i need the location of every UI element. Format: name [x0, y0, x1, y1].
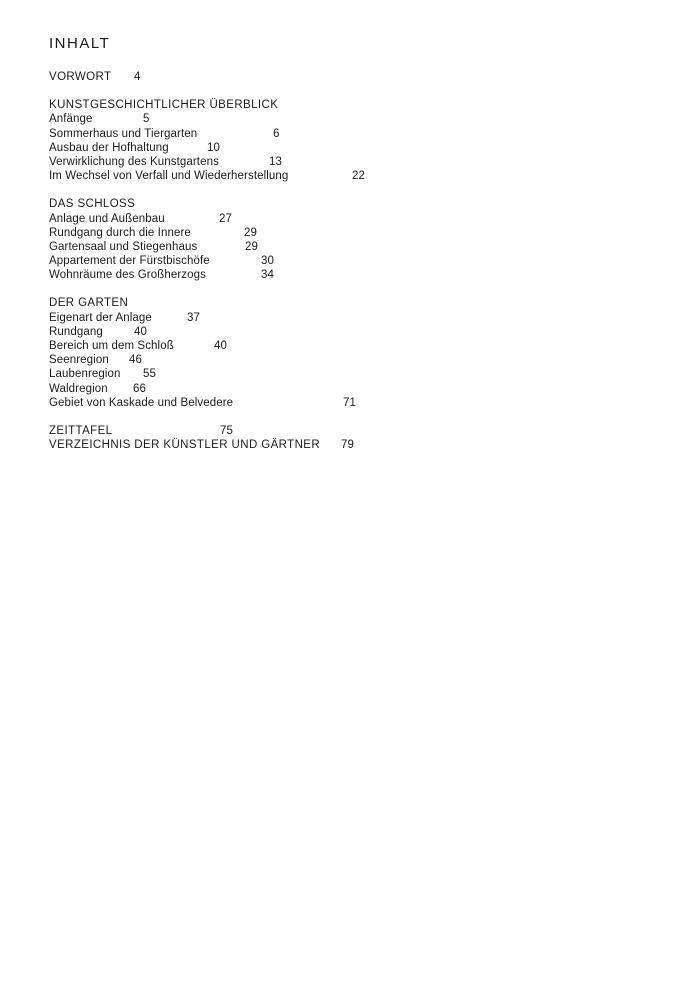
toc-entry-page: 13 — [269, 155, 282, 168]
toc-entry-label: Anfänge — [49, 113, 93, 126]
toc-entry-label: ZEITTAFEL — [49, 424, 113, 437]
toc-entry-page: 75 — [220, 424, 233, 437]
toc-entry-label: VERZEICHNIS DER KÜNSTLER UND GÄRTNER — [49, 439, 321, 452]
toc-entry-page: 66 — [133, 382, 146, 395]
toc-entry[interactable] — [49, 396, 669, 410]
toc-entry[interactable] — [49, 240, 669, 254]
toc-entry-page: 34 — [261, 269, 274, 282]
toc-section-appendix — [49, 424, 669, 452]
toc-entry[interactable] — [49, 268, 669, 282]
toc-section-art-history — [49, 98, 669, 183]
toc-entry-page: 22 — [352, 170, 365, 183]
toc-entry-label: Seenregion — [49, 354, 109, 367]
toc-entry-label: Eigenart der Anlage — [49, 311, 152, 324]
toc-section-heading[interactable] — [49, 197, 669, 211]
toc-entry-label: KUNSTGESCHICHTLICHER ÜBERBLICK — [49, 99, 279, 112]
toc-entry-page: 4 — [134, 71, 141, 83]
toc-entry-label: Bereich um dem Schloß — [49, 340, 174, 352]
toc-entry-label: Im Wechsel von Verfall und Wiederherstellung — [49, 170, 289, 183]
toc-entry-label: Sommerhaus und Tiergarten — [49, 127, 198, 140]
toc-entry-page: 6 — [273, 127, 280, 140]
toc-entry-label: VORWORT — [49, 71, 112, 83]
toc-entry-page: 40 — [214, 340, 227, 352]
page-title: INHALT — [49, 35, 111, 52]
toc-entry[interactable] — [49, 212, 669, 226]
toc-entry-label: Rundgang durch die Innere — [49, 226, 191, 239]
table-of-contents — [49, 35, 669, 466]
toc-section-foreword — [49, 70, 669, 84]
toc-entry-page: 46 — [129, 354, 142, 367]
toc-entry[interactable] — [49, 169, 669, 183]
toc-entry[interactable] — [49, 226, 669, 240]
toc-entry-label: Laubenregion — [49, 368, 121, 381]
toc-entry[interactable] — [49, 112, 669, 126]
toc-entry-label: Verwirklichung des Kunstgartens — [49, 155, 219, 168]
toc-entry[interactable] — [49, 254, 669, 268]
toc-entry[interactable] — [49, 339, 669, 353]
toc-entry-label: Appartement der Fürstbischöfe — [49, 255, 210, 268]
toc-entry-page: 79 — [341, 439, 354, 452]
toc-entry-page: 40 — [134, 325, 147, 338]
toc-entry-label: Gartensaal und Stiegenhaus — [49, 240, 198, 253]
toc-entry-label: Ausbau der Hofhaltung — [49, 141, 169, 154]
toc-entry[interactable] — [49, 424, 669, 438]
toc-entry-page: 5 — [143, 113, 150, 126]
toc-entry[interactable] — [49, 382, 669, 396]
toc-entry[interactable] — [49, 127, 669, 141]
toc-entry-page: 10 — [207, 141, 220, 154]
toc-entry-page: 29 — [244, 226, 257, 239]
toc-entry-label: Gebiet von Kaskade und Belvedere — [49, 396, 234, 409]
toc-entry[interactable] — [49, 141, 669, 155]
toc-entry-label: Anlage und Außenbau — [49, 212, 165, 225]
toc-entry-label: Wohnräume des Großherzogs — [49, 269, 206, 282]
toc-entry-page: 30 — [261, 255, 274, 268]
toc-entry[interactable] — [49, 353, 669, 367]
toc-entry-label: DER GARTEN — [49, 297, 129, 310]
toc-entry[interactable] — [49, 311, 669, 325]
toc-entry-page: 29 — [245, 240, 258, 253]
toc-entry-page: 37 — [187, 311, 200, 324]
toc-entry-label: Waldregion — [49, 382, 108, 395]
toc-entry[interactable] — [49, 325, 669, 339]
toc-entry-page: 71 — [343, 396, 356, 409]
toc-entry-page: 55 — [143, 368, 156, 381]
toc-section-garden — [49, 296, 669, 410]
toc-entry[interactable] — [49, 70, 669, 84]
toc-section-palace — [49, 197, 669, 282]
toc-entry-label: DAS SCHLOSS — [49, 198, 136, 211]
toc-section-heading[interactable] — [49, 98, 669, 112]
toc-entry-label: Rundgang — [49, 325, 103, 338]
toc-entry[interactable] — [49, 367, 669, 381]
toc-entry-page: 27 — [219, 212, 232, 225]
toc-entry[interactable] — [49, 155, 669, 169]
toc-entry[interactable] — [49, 438, 669, 452]
toc-section-heading[interactable] — [49, 296, 669, 310]
